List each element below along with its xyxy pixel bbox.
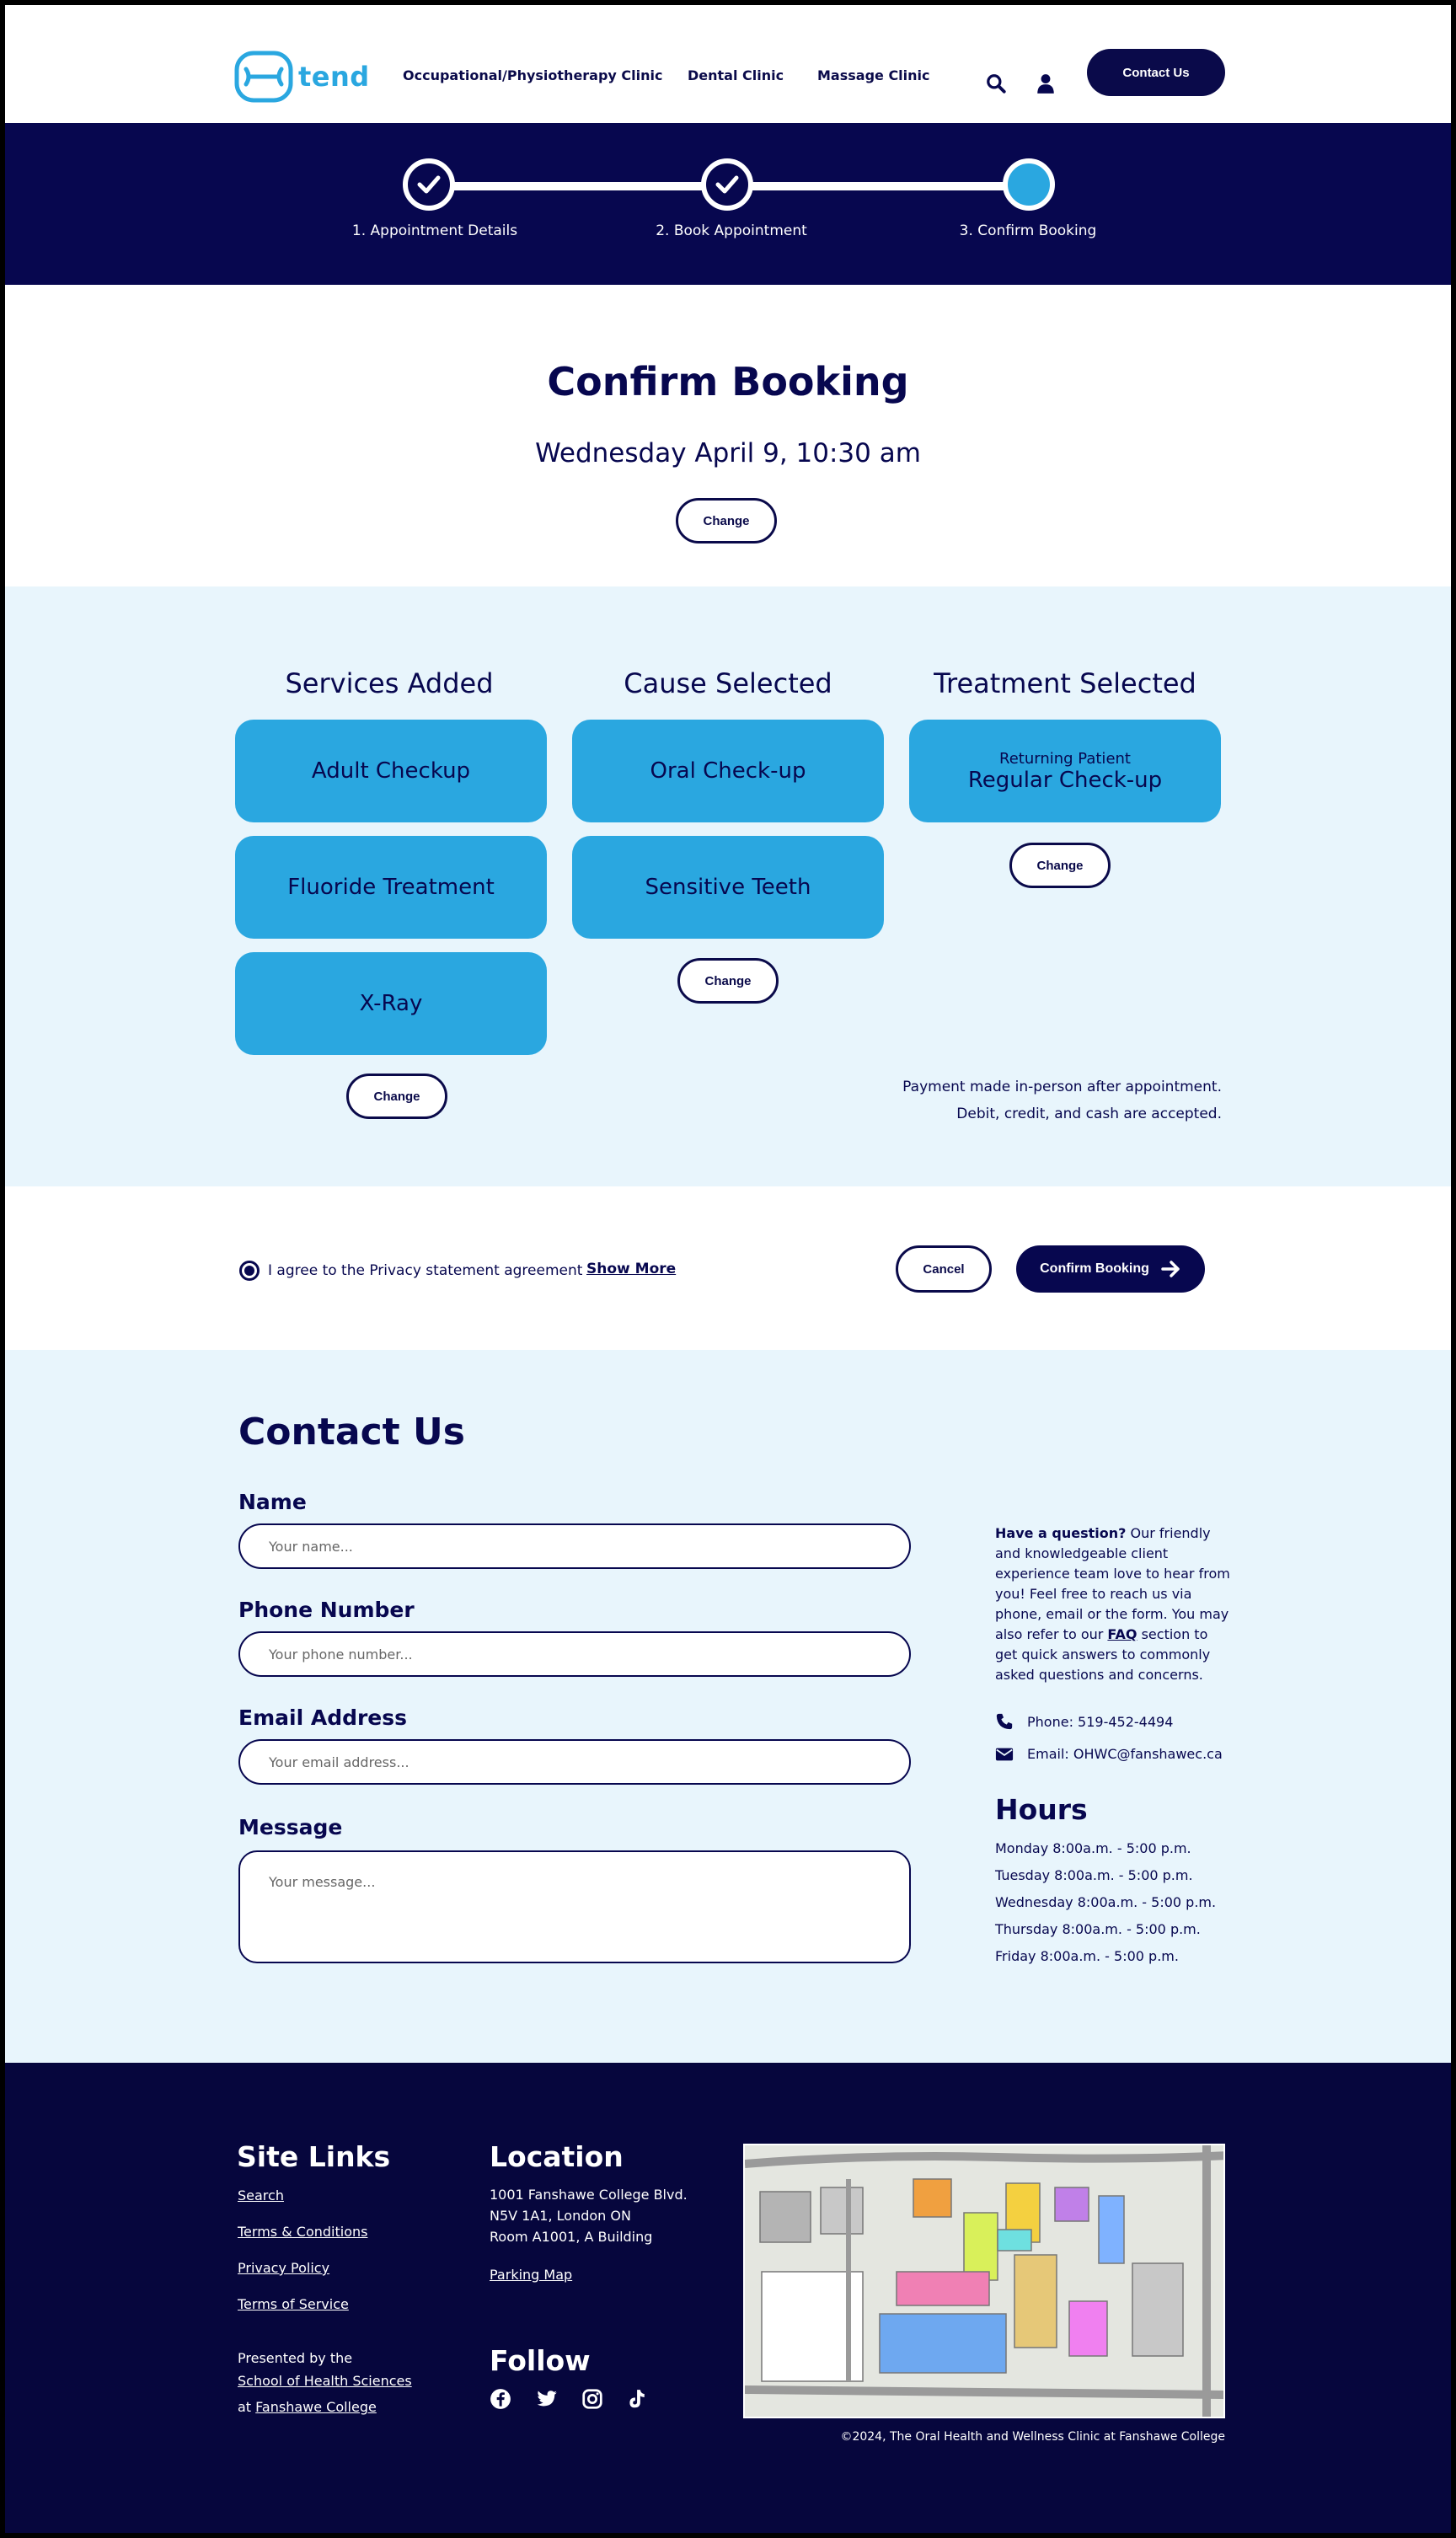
- page-title: Confirm Booking: [547, 359, 909, 404]
- logo[interactable]: [234, 51, 370, 103]
- question-lead: Have a question?: [995, 1525, 1127, 1541]
- phone-input[interactable]: [238, 1631, 911, 1677]
- question-body-1: Our friendly and knowledgeable client experience team love to hear from you! Feel free to reach us via phone, email or the form. You may also refer to our: [995, 1525, 1230, 1642]
- confirm-booking-label: Confirm Booking: [1040, 1261, 1149, 1276]
- change-cause-button[interactable]: Change: [677, 958, 779, 1004]
- campus-map[interactable]: [743, 2144, 1225, 2418]
- college-link[interactable]: Fanshawe College: [255, 2399, 377, 2415]
- college-line: [238, 2396, 377, 2418]
- footer-link-terms-service[interactable]: Terms of Service: [238, 2296, 349, 2312]
- copyright: ©2024, The Oral Health and Wellness Clinic at Fanshawe College: [840, 2430, 1225, 2444]
- booking-summary: [5, 586, 1451, 1186]
- change-treatment-button[interactable]: Change: [1009, 843, 1111, 888]
- step-1-circle[interactable]: [403, 158, 455, 211]
- change-services-button[interactable]: Change: [346, 1074, 447, 1119]
- service-card: Adult Checkup: [235, 720, 547, 822]
- site-header: [5, 5, 1451, 123]
- name-input[interactable]: [238, 1523, 911, 1569]
- footer-link-privacy[interactable]: Privacy Policy: [238, 2260, 330, 2276]
- nav-link-occupational-physio[interactable]: Occupational/Physiotherapy Clinic: [403, 67, 663, 83]
- hours-item: Monday 8:00a.m. - 5:00 p.m.: [995, 1840, 1191, 1856]
- site-links-title: Site Links: [237, 2140, 391, 2173]
- appointment-datetime: Wednesday April 9, 10:30 am: [535, 438, 921, 469]
- hours-item: Wednesday 8:00a.m. - 5:00 p.m.: [995, 1894, 1217, 1910]
- arrow-right-icon: [1161, 1260, 1181, 1278]
- parking-map-link[interactable]: Parking Map: [490, 2267, 573, 2283]
- address-line: N5V 1A1, London ON: [490, 2208, 631, 2224]
- step-3-circle-current[interactable]: [1003, 158, 1055, 211]
- name-label: Name: [238, 1490, 307, 1514]
- treatment-name: Regular Check-up: [967, 767, 1163, 793]
- cancel-button[interactable]: Cancel: [896, 1245, 992, 1293]
- message-label: Message: [238, 1815, 343, 1839]
- faq-link[interactable]: FAQ: [1107, 1626, 1138, 1642]
- nav-link-dental[interactable]: Dental Clinic: [688, 67, 784, 83]
- twitter-icon[interactable]: [536, 2388, 558, 2410]
- nav-link-massage[interactable]: Massage Clinic: [817, 67, 930, 83]
- phone-label: Phone Number: [238, 1598, 415, 1622]
- footer-link-search[interactable]: Search: [238, 2187, 284, 2203]
- services-title: Services Added: [285, 667, 494, 699]
- show-more-link[interactable]: Show More: [586, 1261, 677, 1277]
- confirm-booking-button[interactable]: [1016, 1245, 1205, 1293]
- message-textarea[interactable]: [238, 1850, 911, 1963]
- step-2-circle[interactable]: [701, 158, 753, 211]
- cause-card: Oral Check-up: [572, 720, 884, 822]
- page: [5, 5, 1451, 2533]
- service-card: X-Ray: [235, 952, 547, 1055]
- tend-logo-icon: [234, 51, 293, 103]
- contact-us-button[interactable]: Contact Us: [1087, 49, 1225, 96]
- hours-title: Hours: [995, 1793, 1088, 1826]
- address-line: Room A1001, A Building: [490, 2229, 653, 2245]
- question-body-2: section to get quick answers to commonly asked questions and concerns.: [995, 1626, 1211, 1683]
- cause-title: Cause Selected: [624, 667, 832, 699]
- hours-item: Tuesday 8:00a.m. - 5:00 p.m.: [995, 1867, 1193, 1883]
- treatment-subtitle: Returning Patient: [999, 749, 1131, 768]
- checkmark-icon: [417, 174, 441, 195]
- email-text: Email: OHWC@fanshawec.ca: [1027, 1746, 1223, 1762]
- follow-title: Follow: [490, 2344, 591, 2377]
- logo-text: tend: [298, 61, 370, 93]
- tiktok-icon[interactable]: [625, 2388, 647, 2410]
- location-title: Location: [490, 2140, 624, 2173]
- service-card: Fluoride Treatment: [235, 836, 547, 939]
- at-text: at: [238, 2399, 256, 2415]
- email-icon: [995, 1747, 1014, 1762]
- contact-email: [995, 1746, 1223, 1762]
- contact-section: [5, 1350, 1451, 2063]
- payment-note: [902, 1074, 1222, 1127]
- step-1-label: 1. Appointment Details: [351, 222, 518, 239]
- step-3-label: 3. Confirm Booking: [959, 222, 1097, 239]
- checkmark-icon: [715, 174, 739, 195]
- step-2-label: 2. Book Appointment: [656, 222, 807, 239]
- privacy-agree-radio[interactable]: [239, 1261, 260, 1281]
- search-icon[interactable]: [985, 72, 1007, 94]
- address-line: 1001 Fanshawe College Blvd.: [490, 2187, 688, 2203]
- hours-item: Friday 8:00a.m. - 5:00 p.m.: [995, 1948, 1179, 1964]
- treatment-card: [909, 720, 1221, 822]
- footer-link-terms-conditions[interactable]: Terms & Conditions: [238, 2224, 368, 2240]
- cause-card: Sensitive Teeth: [572, 836, 884, 939]
- instagram-icon[interactable]: [581, 2388, 603, 2410]
- booking-stepper: [5, 123, 1451, 285]
- hours-item: Thursday 8:00a.m. - 5:00 p.m.: [995, 1921, 1201, 1937]
- contact-phone: [995, 1712, 1173, 1731]
- radio-checked-dot: [244, 1266, 254, 1276]
- school-link[interactable]: School of Health Sciences: [238, 2373, 412, 2389]
- contact-title: Contact Us: [238, 1411, 465, 1454]
- phone-icon: [995, 1712, 1014, 1731]
- presented-by: Presented by the: [238, 2350, 353, 2366]
- facebook-icon[interactable]: [490, 2388, 511, 2410]
- campus-map-image: [745, 2145, 1225, 2418]
- payment-note-line: Payment made in-person after appointment.: [902, 1079, 1222, 1095]
- privacy-agree-label: I agree to the Privacy statement agreement: [268, 1262, 583, 1279]
- phone-text: Phone: 519-452-4494: [1027, 1713, 1174, 1730]
- agreement-row: [5, 1186, 1451, 1350]
- payment-note-line: Debit, credit, and cash are accepted.: [956, 1106, 1222, 1122]
- site-footer: [5, 2063, 1451, 2533]
- contact-blurb: [995, 1523, 1231, 1685]
- user-icon[interactable]: [1035, 72, 1057, 94]
- change-datetime-button[interactable]: Change: [676, 498, 777, 543]
- email-input[interactable]: [238, 1739, 911, 1785]
- treatment-title: Treatment Selected: [934, 667, 1196, 699]
- email-label: Email Address: [238, 1705, 408, 1730]
